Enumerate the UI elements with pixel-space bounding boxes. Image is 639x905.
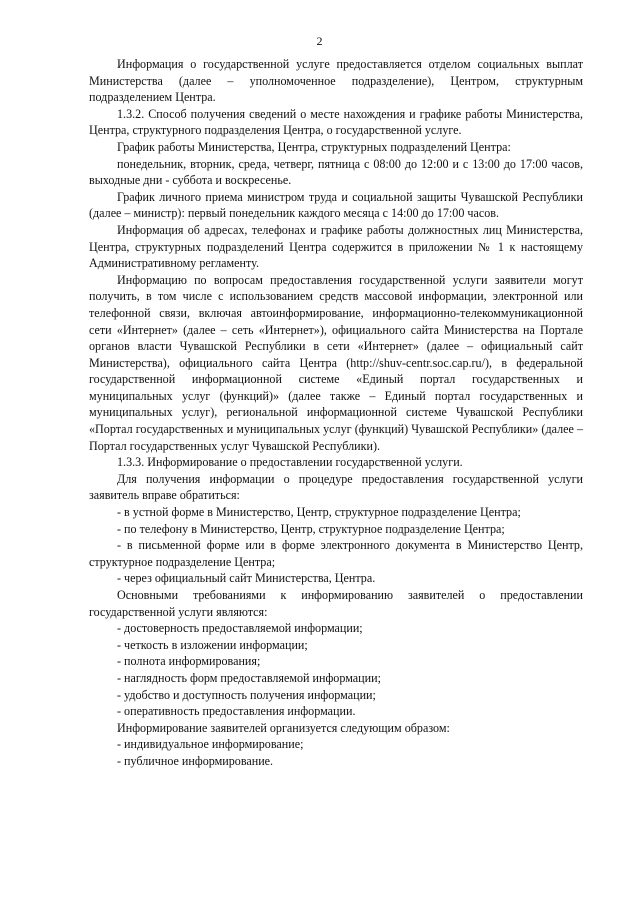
list-item: - четкость в изложении информации; [117,637,308,652]
paragraph: понедельник, вторник, среда, четверг, пятница с 08:00 до 12:00 и с 13:00 до 17:00 часов, выходные дни - суббота и воскресенье. [89,156,583,188]
paragraph: График работы Министерства, Центра, структурных подразделений Центра: [117,139,511,154]
list-item: - наглядность форм предоставляемой информации; [117,670,381,685]
list-item: - полнота информирования; [117,654,261,669]
page-number: 2 [316,34,323,48]
paragraph: Основными требованиями к информированию заявителей о предоставлении государственной услуги являются: [89,588,583,619]
list-item: - в устной форме в Министерство, Центр, структурное подразделение Центра; [117,505,521,520]
list-item: - удобство и доступность получения информации; [117,687,376,702]
list-item: - через официальный сайт Министерства, Центра. [117,571,376,586]
paragraph: Информацию по вопросам предоставления государственной услуги заявители могут получить, в том числе с использованием средств массовой информации, электронной или телефонной связи, включая автоинформирование, информационно-телекоммуникационной сети «Интернет» (далее – сеть «Интернет»), официального сайта Министерства на Портале органов власти Чувашской Республики в сети «Интернет» (далее – официальный сайт Министерства), официального сайта Центра (http://shuv-centr.soc.cap.ru/), в федеральной государственной информационной системе «Единый портал государственных и муниципальных услуг (функций)» (далее также – Единый портал государственных и муниципальных услуг), региональной информационной системе Чувашской Республики «Портал государственных и муниципальных услуг (функций) Чувашской Республики» (далее – Портал государственных услуг Чувашской Республики). [89,272,583,453]
paragraph: Информация об адресах, телефонах и графике работы должностных лиц Министерства, Центра, структурных подразделений Центра содержится в приложении № 1 к настоящему Административному регламенту. [89,222,583,271]
section-heading-1-3-2: 1.3.2. Способ получения сведений о месте нахождения и графике работы Министерства, Центра, структурного подразделения Центра, о государственной услуге. [89,106,583,138]
paragraph: Информирование заявителей организуется следующим образом: [117,720,450,735]
document-body [89,56,583,770]
paragraph: Информация о государственной услуге предоставляется отделом социальных выплат Министерства (далее – уполномоченное подразделение), Центром, структурным подразделением Центра. [89,57,583,105]
list-item: - по телефону в Министерство, Центр, структурное подразделение Центра; [117,521,505,536]
section-heading-1-3-3: 1.3.3. Информирование о предоставлении государственной услуги. [117,455,463,470]
list-item: - в письменной форме или в форме электронного документа в Министерство Центр, структурное подразделение Центра; [89,538,583,569]
paragraph: График личного приема министром труда и социальной защиты Чувашской Республики (далее – министр): первый понедельник каждого месяца с 14:00 до 17:00 часов. [89,189,583,221]
list-item: - индивидуальное информирование; [117,737,304,752]
list-item: - оперативность предоставления информации. [117,704,356,719]
paragraph: Для получения информации о процедуре предоставления государственной услуги заявитель вправе обратиться: [89,471,583,503]
list-item: - достоверность предоставляемой информации; [117,621,363,636]
list-item: - публичное информирование. [117,753,274,768]
